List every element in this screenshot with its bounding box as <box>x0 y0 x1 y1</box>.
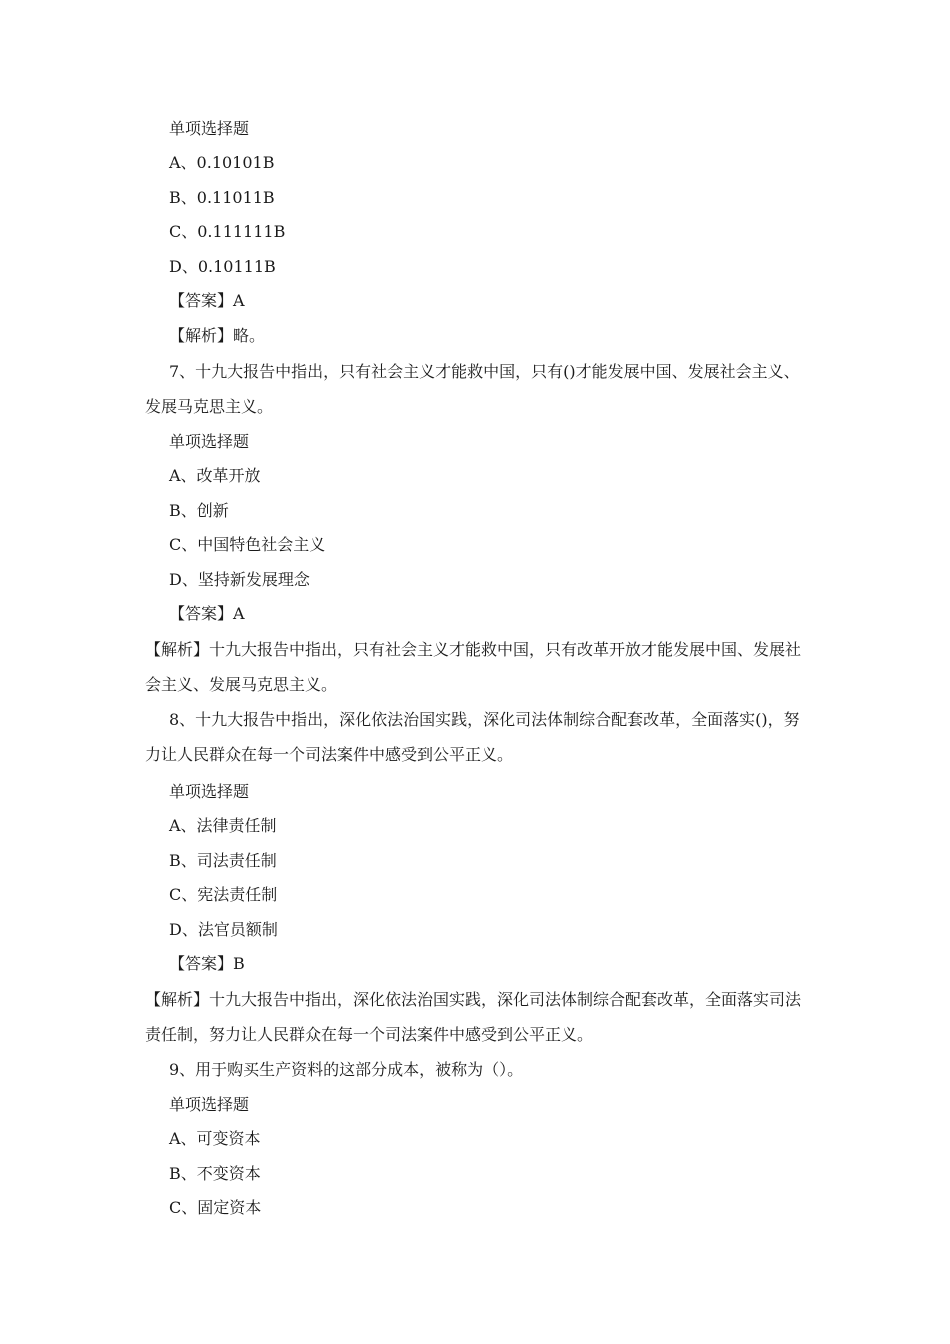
option-b: B、不变资本 <box>169 1164 261 1183</box>
option-c: C、宪法责任制 <box>169 885 278 904</box>
analysis: 【解析】略。 <box>169 326 266 345</box>
question-type: 单项选择题 <box>169 432 250 451</box>
option-a: A、法律责任制 <box>169 816 277 835</box>
question-type: 单项选择题 <box>169 119 250 138</box>
question-type: 单项选择题 <box>169 782 250 801</box>
option-c: C、0.111111B <box>169 222 286 241</box>
option-b: B、0.11011B <box>169 188 275 207</box>
question-stem: 9、用于购买生产资料的这部分成本，被称为（）。 <box>169 1060 524 1079</box>
option-d: D、0.10111B <box>169 257 276 276</box>
answer: 【答案】B <box>169 954 245 973</box>
option-b: B、创新 <box>169 501 229 520</box>
option-a: A、改革开放 <box>169 466 261 485</box>
answer: 【答案】A <box>169 604 245 623</box>
question-stem: 7、十九大报告中指出，只有社会主义才能救中国，只有()才能发展中国、发展社会主义、发展马克思主义。 <box>145 362 800 416</box>
option-c: C、中国特色社会主义 <box>169 535 326 554</box>
option-c: C、固定资本 <box>169 1198 262 1217</box>
option-a: A、可变资本 <box>169 1129 261 1148</box>
analysis: 【解析】十九大报告中指出，只有社会主义才能救中国，只有改革开放才能发展中国、发展社会主义、发展马克思主义。 <box>145 640 802 694</box>
option-d: D、法官员额制 <box>169 920 278 939</box>
option-a: A、0.10101B <box>169 153 275 172</box>
option-d: D、坚持新发展理念 <box>169 570 310 589</box>
question-type: 单项选择题 <box>169 1095 250 1114</box>
option-b: B、司法责任制 <box>169 851 277 870</box>
answer: 【答案】A <box>169 291 245 310</box>
analysis: 【解析】十九大报告中指出，深化依法治国实践，深化司法体制综合配套改革，全面落实司法责任制，努力让人民群众在每一个司法案件中感受到公平正义。 <box>145 990 802 1044</box>
question-stem: 8、十九大报告中指出，深化依法治国实践，深化司法体制综合配套改革，全面落实()，努力让人民群众在每一个司法案件中感受到公平正义。 <box>145 710 800 764</box>
